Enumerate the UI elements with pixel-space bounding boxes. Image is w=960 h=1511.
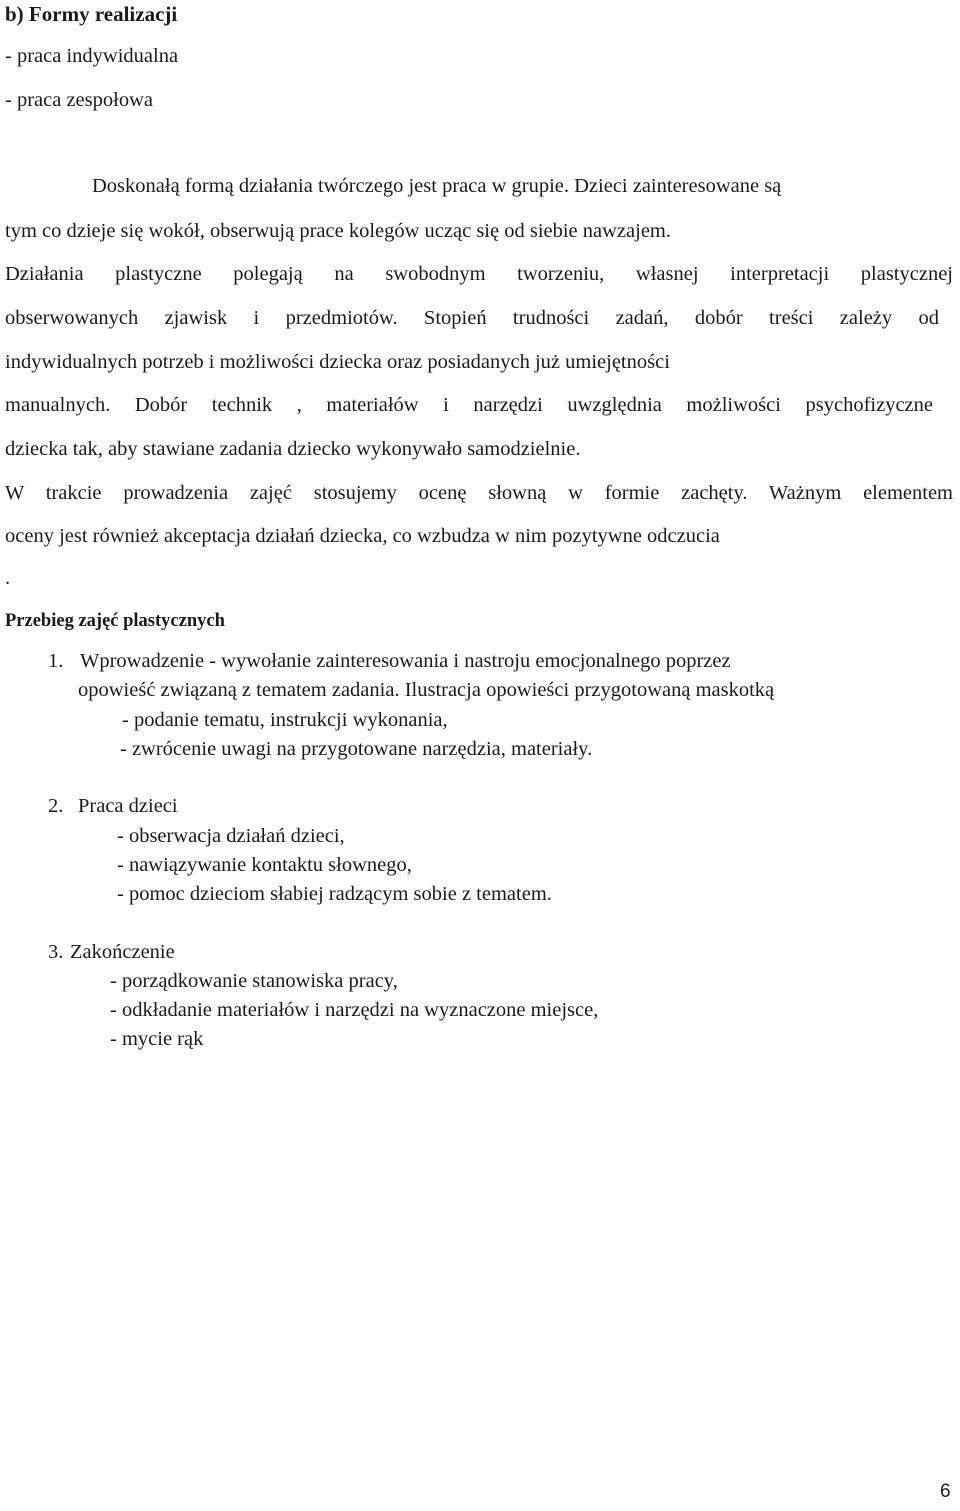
paragraph-line: manualnych. Dobór technik , materiałów i narzędzi uwzględnia możliwości psychofizyczne <box>5 394 933 416</box>
sub-item: - nawiązywanie kontaktu słownego, <box>117 854 412 876</box>
step-title: Zakończenie <box>70 941 175 963</box>
step-text: opowieść związaną z tematem zadania. Ilustracja opowieści przygotowaną maskotką <box>78 679 775 701</box>
sub-item: - podanie tematu, instrukcji wykonania, <box>122 709 448 731</box>
sub-item: - mycie rąk <box>110 1028 204 1050</box>
sub-item: - zwrócenie uwagi na przygotowane narzędzia, materiały. <box>120 738 593 760</box>
paragraph-line: obserwowanych zjawisk i przedmiotów. Stopień trudności zadań, dobór treści zależy od <box>5 307 939 329</box>
step-number: 1. <box>48 650 64 672</box>
sub-item: - porządkowanie stanowiska pracy, <box>110 970 398 992</box>
sub-item: - odkładanie materiałów i narzędzi na wyznaczone miejsce, <box>110 999 599 1021</box>
list-item: - praca indywidualna <box>5 45 179 67</box>
section-heading: b) Formy realizacji <box>5 2 178 26</box>
paragraph-line: indywidualnych potrzeb i możliwości dziecka oraz posiadanych już umiejętności <box>5 351 670 373</box>
paragraph-line: Działania plastyczne polegają na swobodnym tworzeniu, własnej interpretacji plastycznej <box>5 263 953 285</box>
paragraph-line: oceny jest również akceptacja działań dziecka, co wzbudza w nim pozytywne odczucia <box>5 525 720 547</box>
step-title: Praca dzieci <box>78 795 178 817</box>
step-number: 2. <box>48 795 64 817</box>
step-number: 3. <box>48 941 64 963</box>
page-number: 6 <box>940 1481 951 1502</box>
sub-item: - obserwacja działań dzieci, <box>117 825 345 847</box>
paragraph-line: Doskonałą formą działania twórczego jest praca w grupie. Dzieci zainteresowane są <box>92 175 782 197</box>
paragraph-line: W trakcie prowadzenia zajęć stosujemy ocenę słowną w formie zachęty. Ważnym elementem <box>5 482 953 504</box>
list-item: - praca zespołowa <box>5 89 153 111</box>
step-title: Wprowadzenie - wywołanie zainteresowania i nastroju emocjonalnego poprzez <box>80 650 731 672</box>
paragraph-line: dziecka tak, aby stawiane zadania dziecko wykonywało samodzielnie. <box>5 438 581 460</box>
paragraph-line: tym co dzieje się wokół, obserwują prace kolegów ucząc się od siebie nawzajem. <box>5 220 671 242</box>
paragraph-line: . <box>5 567 11 589</box>
section-heading: Przebieg zajęć plastycznych <box>5 611 225 631</box>
sub-item: - pomoc dzieciom słabiej radzącym sobie z tematem. <box>117 883 552 905</box>
